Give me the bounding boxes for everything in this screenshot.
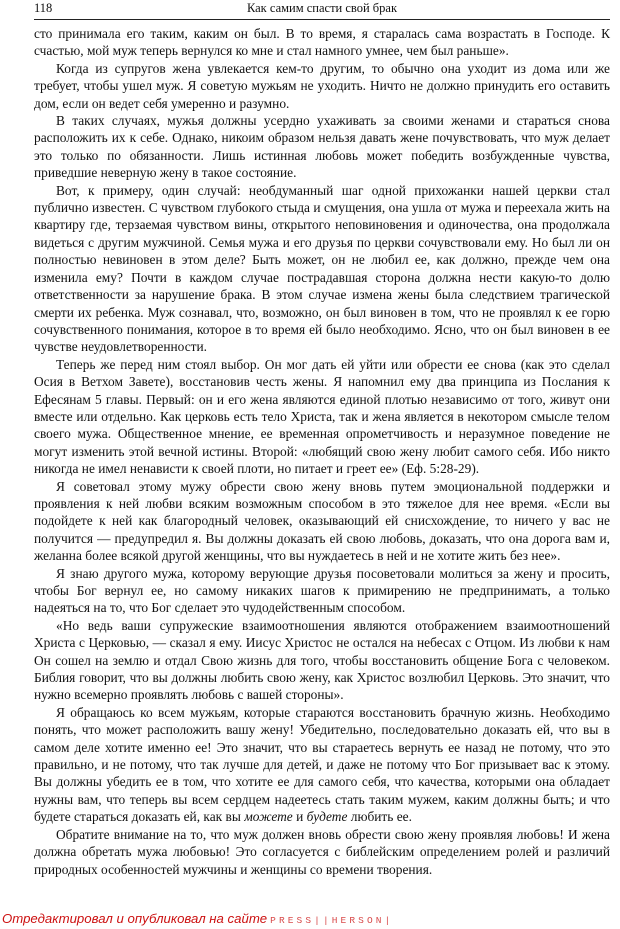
footer-credit <box>2 910 393 928</box>
paragraph: «Но ведь ваши супружеские взаимоотношения являются отображением взаимоотношений Христа с Церковью, — сказал я ему. Иисус Христос не остался на небесах с Отцом. Из любви к нам Он сошел на землю и отдал Свою жизнь для того, чтобы восстановить общение Бога с человеком. Библия говорит, что вы должны любить свою жену, как Христос возлюбил Церковь. Это значит, что нужно всемерно проявлять любовь с вашей стороны». <box>34 617 610 703</box>
italic-word: можете <box>244 809 293 825</box>
paragraph-text: любить ее. <box>347 809 412 825</box>
italic-word: будете <box>306 809 348 825</box>
site-name: PRESS||HERSON| <box>270 915 394 926</box>
footer-credit-text: Отредактировал и опубликовал на сайте <box>2 911 268 926</box>
paragraph-text: и <box>292 809 307 825</box>
paragraph <box>34 704 610 826</box>
header-rule <box>34 19 610 20</box>
paragraph: Вот, к примеру, один случай: необдуманный шаг одной прихожанки нашей церкви стал публично известен. С чувством глубокого стыда и смущения, она ушла от мужа и переехала жить на квартиру где, терзаемая чувством вины, открытого неповиновения и одиночества, она продолжала видеться с другим мужчиной. Семья мужа и его друзья по церкви сочувствовали ему. Но был ли он полностью невиновен в этом деле? Быть может, он не любил ее, как должно, прежде чем она изменила ему? Почти в каждом случае пострадавшая сторона должна нести какую-то долю ответственности за нарушение брака. В этом случае измена жены была следствием трагической смерти их ребенка. Муж сознавал, что, возможно, он был виновен в том, что не проявлял к ее горю сочувственного понимания, которое в то время ей было необходимо. Ясно, что он был виновен в ее чувстве неудовлетворенности. <box>34 182 610 355</box>
paragraph-text: Я обращаюсь ко всем мужьям, которые стараются восстановить брачную жизнь. Необходимо понять, что может расположить вашу жену! Убедительно, последовательно доказать ей, что вы в самом деле хотите именно ее! Это значит, что вы стараетесь вернуть ее назад не потому, что это правильно, и не потому, что так лучше для детей, и даже не потому что Бог призывает вас к этому. Вы должны убедить ее в том, что хотите ее для самого себя, что качества, которыми она обладает нужны вам, что теперь вы всем сердцем надеетесь стать таким мужем, каким должны быть; и что будете стараться доказать ей, как вы <box>34 704 610 825</box>
paragraph: Обратите внимание на то, что муж должен вновь обрести свою жену проявляя любовь! И жена должна обретать мужа любовью! Это согласуется с библейским определением ролей и различий природных особенностей мужчины и женщины со времени творения. <box>34 826 610 877</box>
paragraph: Я советовал этому мужу обрести свою жену вновь путем эмоциональной поддержки и проявления к ней любви всяким возможным способом в это тяжелое для нее время. «Если вы подойдете к ней как благородный человек, оказывающий ей снисхождение, то ничего у вас не получится — предупредил я. Вы должны доказать ей свою любовь, доказать, что она дорога вам и, желанна более всякой другой женщины, что вы нуждаетесь в ней и не хотите жить без нее». <box>34 478 610 564</box>
paragraph: Я знаю другого мужа, которому верующие друзья посоветовали молиться за жену и просить, чтобы Бог вернул ее, но самому никаких шагов к примирению не предпринимать, а только надеяться на то, что Бог сделает это чудодейственным способом. <box>34 565 610 616</box>
running-title: Как самим спасти свой брак <box>246 1 398 15</box>
paragraph: В таких случаях, мужья должны усердно ухаживать за своими женами и стараться снова расположить их к себе. Однако, никоим образом нельзя давать жене почувствовать, что муж делает это только по обязанности. Лишь истинная любовь может победить возбужденные чувства, приведшие неверную жену в такое состояние. <box>34 113 610 181</box>
paragraph: Теперь же перед ним стоял выбор. Он мог дать ей уйти или обрести ее снова (как это сделал Осия в Ветхом Завете), восстановив честь жены. Я напомнил ему два принципа из Послания к Ефесянам 5 главы. Первый: он и его жена являются единой плотью независимо от того, живут они вместе или отдельно. Как церковь есть тело Христа, так и жена является в некотором смысле телом своего мужа. Общественное мнение, ее временная опрометчивость и неразумное поведение не могут изменить этой вечной истины. Второй: «любящий свою жену любит самого себя. Ибо никто никогда не имел ненависти к своей плоти, но питает и греет ее» (Еф. 5:28-29). <box>34 356 610 477</box>
paragraph: Когда из супругов жена увлекается кем-то другим, то обычно она уходит из дома или же требует, чтобы ушел муж. Я советую мужьям не уходить. Ничто не должно принудить его оставить дом, если он ведет себя умеренно и разумно. <box>34 60 610 111</box>
page-header <box>34 1 610 19</box>
body-text <box>34 25 610 878</box>
paragraph: сто принимала его таким, каким он был. В то время, я старалась сама возрастать в Господе. К счастью, мой муж теперь вернулся ко мне и стал намного умнее, чем был раньше». <box>34 26 610 59</box>
page-number: 118 <box>34 1 53 15</box>
